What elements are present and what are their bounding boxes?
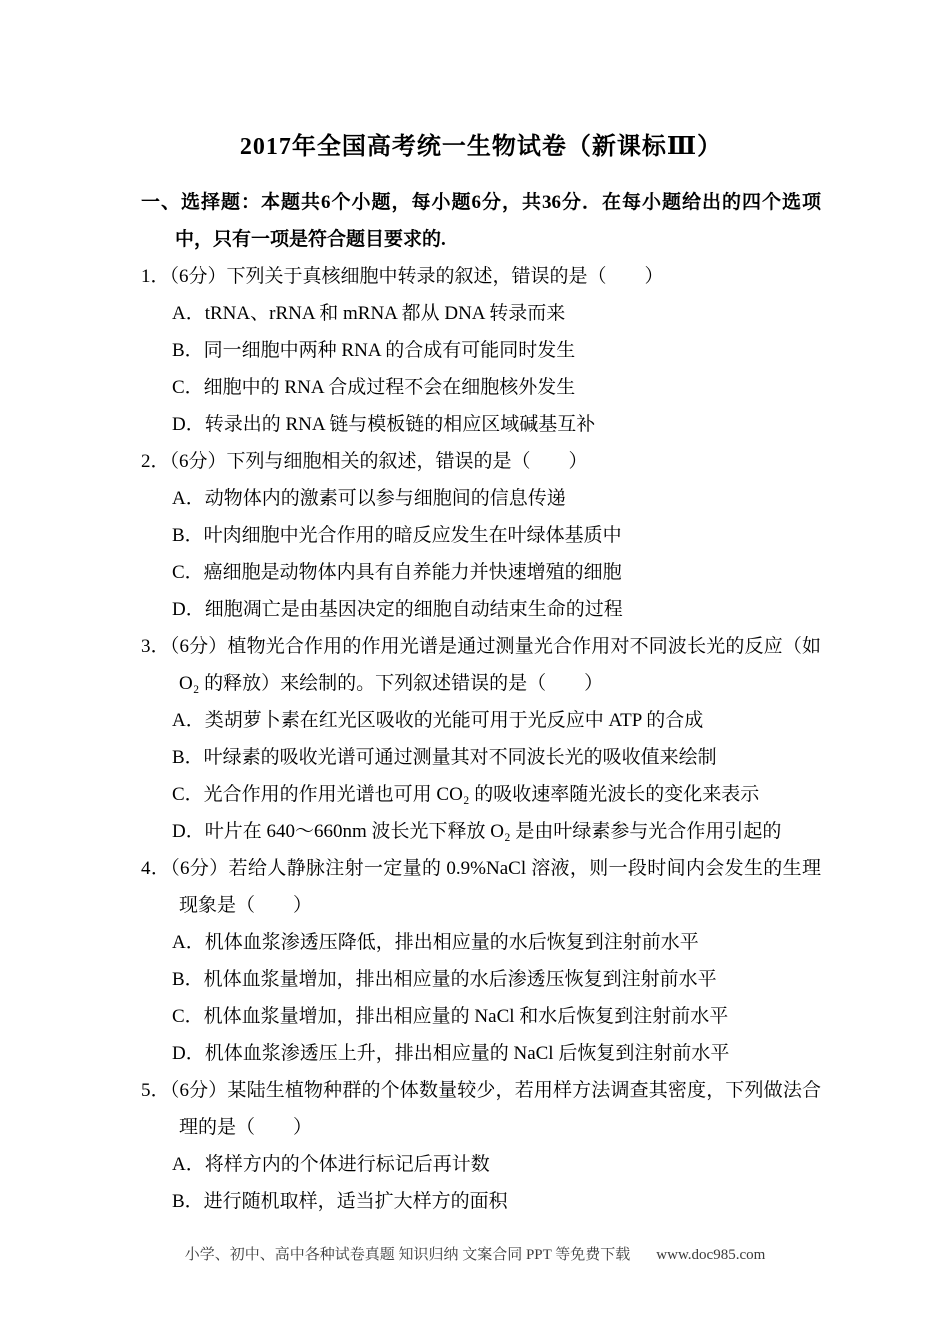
question-4-option-D: D．机体血浆渗透压上升，排出相应量的 NaCl 后恢复到注射前水平	[172, 1043, 730, 1064]
question-stem	[141, 443, 821, 480]
question-3-option-D: D．叶片在 640～660nm 波长光下释放 O₂ 是由叶绿素参与光合作用引起的	[172, 821, 782, 842]
page-footer	[0, 1242, 950, 1268]
question-5-option-B: B．进行随机取样，适当扩大样方的面积	[172, 1191, 508, 1212]
question-2-option-D: D．细胞凋亡是由基因决定的细胞自动结束生命的过程	[172, 599, 623, 620]
question-number: 4．	[141, 858, 171, 879]
question-1-option-D: D．转录出的 RNA 链与模板链的相应区域碱基互补	[172, 414, 596, 435]
question-1-option-A: A．tRNA、rRNA 和 mRNA 都从 DNA 转录而来	[172, 303, 566, 324]
question-4	[141, 850, 821, 1072]
footer-url[interactable]: www.doc985.com	[656, 1247, 766, 1263]
question-number: 2．	[141, 451, 170, 472]
question-2-option-C: C．癌细胞是动物体内具有自养能力并快速增殖的细胞	[172, 562, 622, 583]
question-text: （6分）下列与细胞相关的叙述，错误的是（ ）	[169, 451, 588, 472]
page-title: 2017年全国高考统一生物试卷（新课标Ⅲ）	[239, 134, 723, 160]
question-text: （6分）下列关于真核细胞中转录的叙述，错误的是（ ）	[169, 266, 664, 287]
question-3-option-A: A．类胡萝卜素在红光区吸收的光能可用于光反应中 ATP 的合成	[172, 710, 704, 731]
question-number: 1．	[141, 266, 170, 287]
question-1-option-B: B．同一细胞中两种 RNA 的合成有可能同时发生	[172, 340, 576, 361]
question-5	[141, 1072, 821, 1220]
footer-text: 小学、初中、高中各种试卷真题 知识归纳 文案合同 PPT 等免费下载	[184, 1247, 631, 1263]
question-text: （6分）某陆生植物种群的个体数量较少，若用样方法调查其密度，下列做法合理的是（ ）	[169, 1080, 821, 1138]
question-stem	[141, 1072, 821, 1146]
question-5-option-A: A．将样方内的个体进行标记后再计数	[172, 1154, 490, 1175]
question-1	[141, 258, 821, 443]
question-3-option-C: C．光合作用的作用光谱也可用 CO₂ 的吸收速率随光波长的变化来表示	[172, 784, 760, 805]
question-1-option-C: C．细胞中的 RNA 合成过程不会在细胞核外发生	[172, 377, 576, 398]
section-heading: 一、选择题：本题共6个小题，每小题6分，共36分．在每小题给出的四个选项中，只有一项是符合题目要求的.	[141, 192, 821, 250]
question-stem	[141, 628, 821, 702]
question-text: （6分）若给人静脉注射一定量的 0.9%NaCl 溶液，则一段时间内会发生的生理现象是（ ）	[170, 858, 821, 916]
question-stem	[141, 850, 821, 924]
question-2-option-A: A．动物体内的激素可以参与细胞间的信息传递	[172, 488, 566, 509]
question-4-option-A: A．机体血浆渗透压降低，排出相应量的水后恢复到注射前水平	[172, 932, 699, 953]
question-2-option-B: B．叶肉细胞中光合作用的暗反应发生在叶绿体基质中	[172, 525, 622, 546]
question-list	[141, 258, 821, 1220]
question-3-option-B: B．叶绿素的吸收光谱可通过测量其对不同波长光的吸收值来绘制	[172, 747, 717, 768]
page-content	[141, 0, 821, 1220]
question-number: 3．	[141, 636, 170, 657]
question-3	[141, 628, 821, 850]
question-4-option-C: C．机体血浆量增加，排出相应量的 NaCl 和水后恢复到注射前水平	[172, 1006, 729, 1027]
question-text: （6分）植物光合作用的作用光谱是通过测量光合作用对不同波长光的反应（如 O₂ 的释放）来绘制的。下列叙述错误的是（ ）	[169, 636, 821, 694]
question-stem	[141, 258, 821, 295]
question-2	[141, 443, 821, 628]
question-4-option-B: B．机体血浆量增加，排出相应量的水后渗透压恢复到注射前水平	[172, 969, 717, 990]
question-number: 5．	[141, 1080, 170, 1101]
